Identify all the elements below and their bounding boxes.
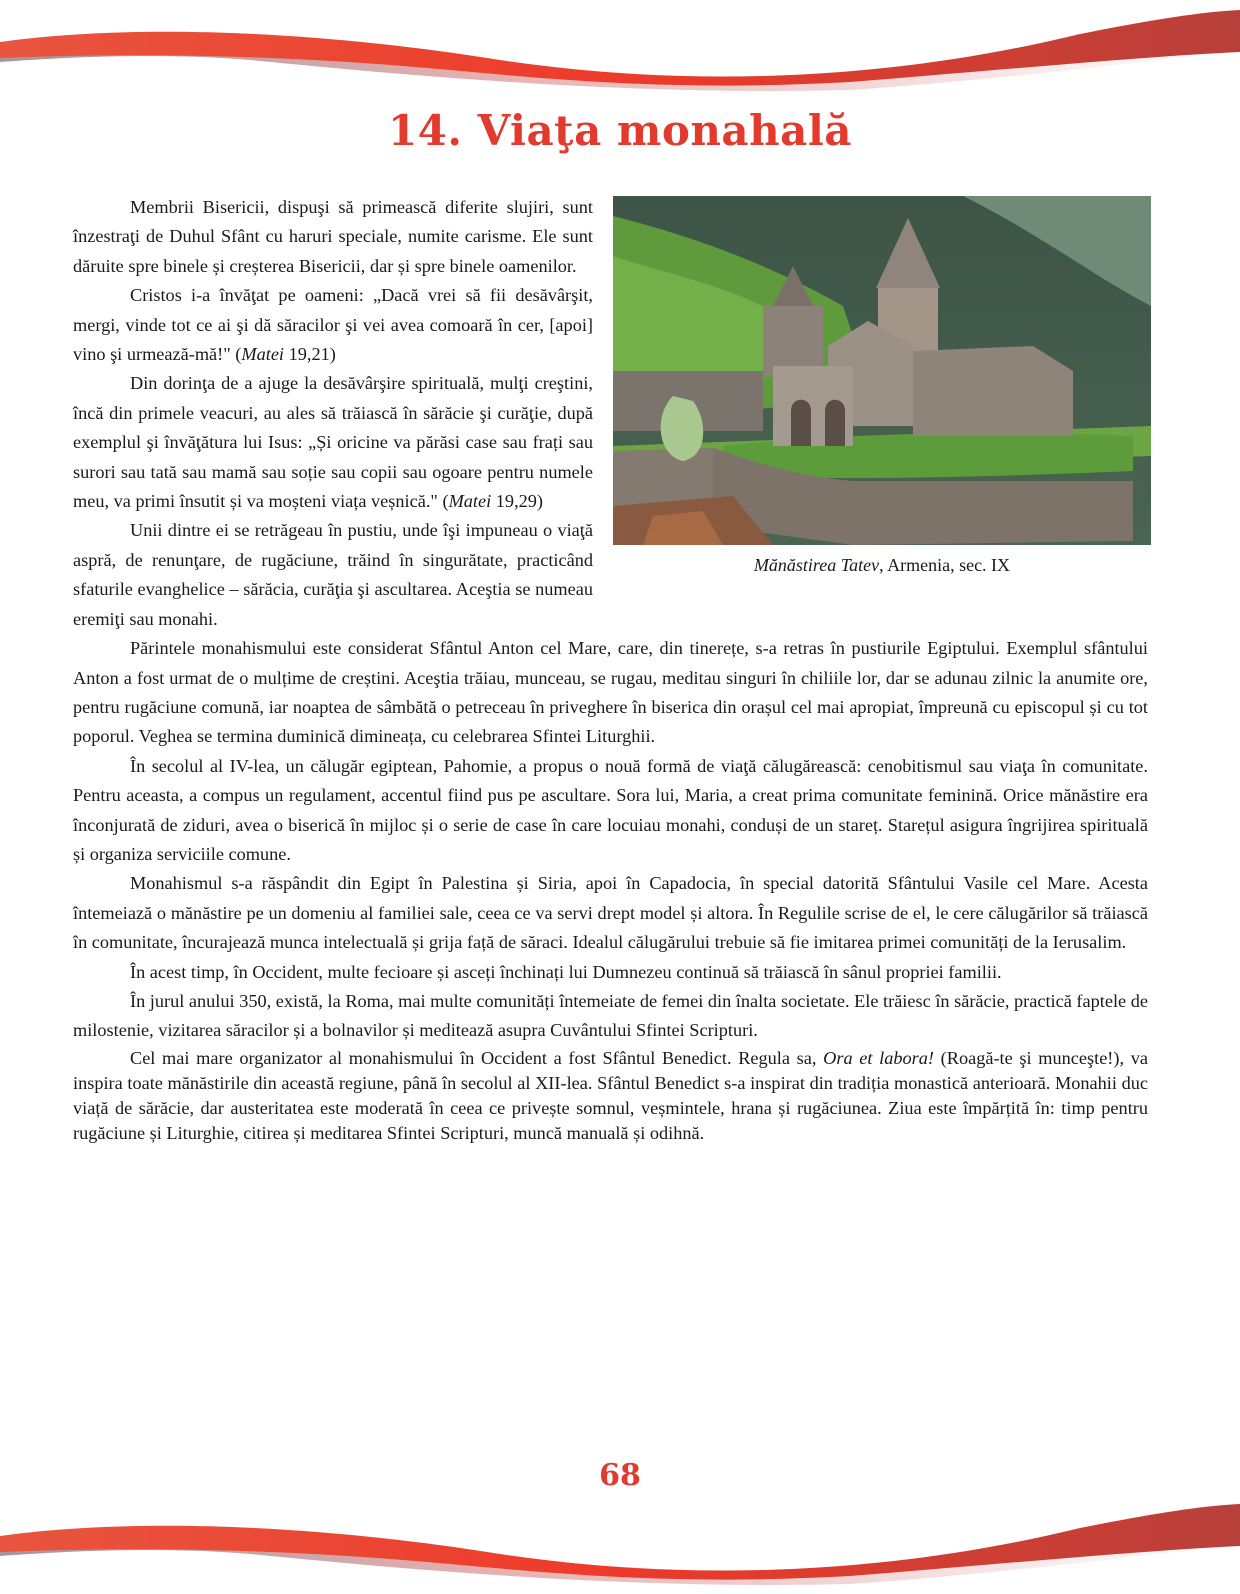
paragraph-1: Membrii Bisericii, dispuşi să primească diferite slujiri, sunt înzestraţi de Duhul Sfânt cu haruri speciale, numite carisme. Ele sunt dăruite spre binele și creșterea Bisericii, dar și spre binele oamenilor. [73, 197, 593, 276]
paragraph-4: Unii dintre ei se retrăgeau în pustiu, unde îşi impuneau o viaţă aspră, de renunţare, de rugăciune, trăind în singurătate, practicând sfaturile evanghelice – sărăcia, curăţia şi ascultarea. Aceştia se numeau eremiţi sau monahi. [73, 520, 593, 629]
figure [613, 196, 1151, 577]
bible-ref-book: Matei [448, 491, 492, 512]
paragraph-5: Părintele monahismului este considerat Sfântul Anton cel Mare, care, din tinerețe, s-a retras în pustiurile Egiptului. Exemplul sfântului Anton a fost urmat de o mulțime de creștini. Aceştia trăiau, munceau, se rugau, meditau singuri în chiliile lor, dar se adunau zilnic la anumite ore, pentru rugăciune comună, iar noaptea de sâmbătă o petreceau în priveghere în biserica din orașul cel mai apropiat, împreună cu episcopul și cu tot poporul. Veghea se termina duminică dimineața, cu celebrarea Sfintei Liturghii. [73, 638, 1148, 747]
bible-ref-verse: 19,29) [491, 491, 544, 512]
paragraph-7: Monahismul s-a răspândit din Egipt în Palestina și Siria, apoi în Capadocia, în special datorită Sfântului Vasile cel Mare. Acesta întemeiază o mănăstire pe un domeniu al familiei sale, ceea ce va servi drept model și altora. În Regulile scrise de el, le cere călugărilor să trăiască în comunitate, încurajează munca intelectuală și grija față de săraci. Idealul călugărului trebuie să fie imitarea primei comunități de la Ierusalim. [73, 873, 1148, 953]
bible-ref-verse: 19,21) [284, 344, 336, 365]
article-body [73, 193, 1148, 1146]
bible-ref-book: Matei [241, 344, 285, 365]
benedict-motto: Ora et labora! [823, 1047, 934, 1068]
figure-caption [613, 553, 1151, 577]
paragraph-8: În acest timp, în Occident, multe fecioare și asceți închinați lui Dumnezeu continuă să trăiască în sânul propriei familii. [130, 961, 1002, 982]
paragraph-6: În secolul al IV-lea, un călugăr egiptean, Pahomie, a propus o nouă formă de viaţă călugărească: cenobitismul sau viaţa în comunitate. Pentru aceasta, a compus un regulament, accentul fiind pus pe ascultare. Sora lui, Maria, a creat prima comunitate feminină. Orice mănăstire era înconjurată de ziduri, avea o biserică în mijloc și o serie de case în care locuiau monahi, conduși de un stareț. Starețul asigura îngrijirea spirituală și organiza serviciile comune. [73, 755, 1148, 864]
page-number: 68 [599, 1458, 641, 1493]
paragraph-10-text-after: (Roagă-te şi munceşte!), va inspira toate mănăstirile din această regiune, până în secolul al XII-lea. Sfântul Benedict s-a inspirat din tradiția monastică anterioară. Monahii duc viață de sărăcie, dar austeritatea este moderată în ceea ce privește somnul, veșmintele, hrana și rugăciunea. Ziua este împărțită în: timp pentru rugăciune și Liturghie, citirea și meditarea Sfintei Scripturi, muncă manuală și odihnă. [73, 1047, 1148, 1143]
paragraph-3-text: Din dorinţa de a ajuge la desăvârşire spirituală, mulţi creştini, încă din primele veacuri, au ales să trăiască în sărăcie şi curăţie, după exemplul şi învăţătura lui Isus: „Și oricine va părăsi case sau frați sau surori sau tată sau mamă sau soție sau copii sau ogoare pentru numele meu, va primi însutit și va moșteni viața veșnică." ( [73, 373, 593, 512]
paragraph-10 [73, 1046, 1148, 1146]
top-ribbon-decoration [0, 0, 1240, 100]
paragraph-10-text: Cel mai mare organizator al monahismului în Occident a fost Sfântul Benedict. Regula sa, [130, 1047, 824, 1068]
monastery-photo [613, 196, 1151, 545]
paragraph-9: În jurul anului 350, există, la Roma, mai multe comunități întemeiate de femei din înalta societate. Ele trăiesc în sărăcie, practică faptele de milostenie, vizitarea săracilor și a bolnavilor și meditează asupra Cuvântului Sfintei Scripturi. [73, 990, 1148, 1041]
paragraph-2-text: Cristos i-a învăţat pe oameni: „Dacă vrei să fii desăvârşit, mergi, vinde tot ce ai şi dă săracilor şi vei avea comoară în cer, [apoi] vino şi urmează-mă!" ( [73, 285, 593, 365]
monastery-illustration [613, 196, 1151, 545]
page-title: 14. Viaţa monahală [387, 106, 853, 155]
caption-location: , Armenia, sec. IX [879, 555, 1011, 575]
caption-monastery-name: Mănăstirea Tatev [753, 555, 880, 575]
